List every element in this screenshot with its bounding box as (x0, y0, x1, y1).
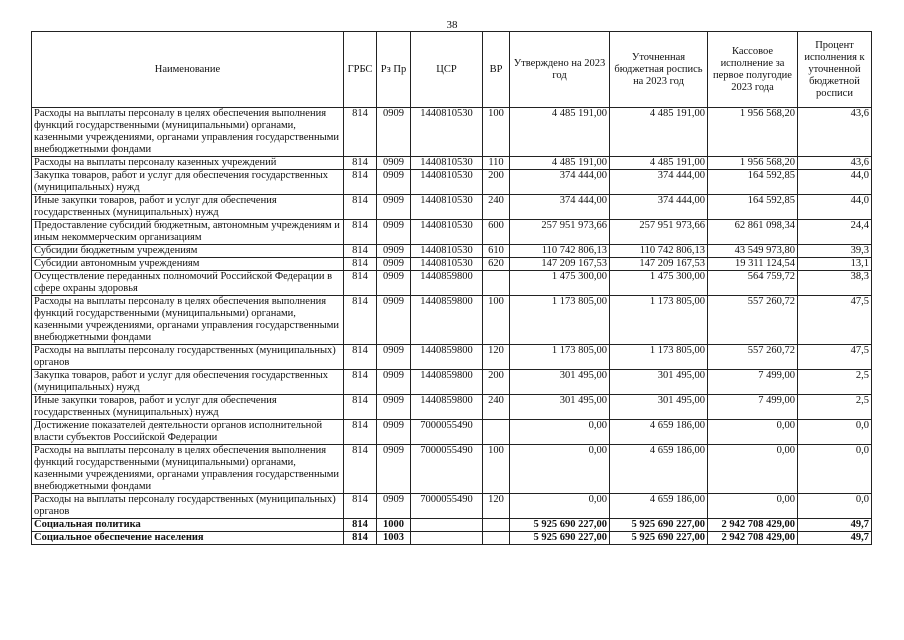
header-csr: ЦСР (411, 32, 483, 108)
cell-rzpr: 1000 (377, 519, 411, 532)
cell-csr: 1440859800 (411, 345, 483, 370)
cell-refined: 4 485 191,00 (610, 157, 708, 170)
cell-csr: 1440859800 (411, 370, 483, 395)
cell-rzpr: 0909 (377, 345, 411, 370)
cell-percent: 44,0 (798, 195, 872, 220)
cell-name: Социальная политика (32, 519, 344, 532)
cell-vr: 240 (483, 195, 510, 220)
header-name: Наименование (32, 32, 344, 108)
cell-vr: 100 (483, 108, 510, 157)
cell-rzpr: 0909 (377, 245, 411, 258)
cell-refined: 257 951 973,66 (610, 220, 708, 245)
cell-vr: 100 (483, 296, 510, 345)
cell-vr: 120 (483, 494, 510, 519)
cell-executed: 164 592,85 (708, 195, 798, 220)
cell-rzpr: 0909 (377, 258, 411, 271)
cell-executed: 62 861 098,34 (708, 220, 798, 245)
cell-executed: 7 499,00 (708, 395, 798, 420)
cell-percent: 49,7 (798, 519, 872, 532)
cell-grbs: 814 (344, 519, 377, 532)
cell-rzpr: 0909 (377, 395, 411, 420)
cell-refined: 374 444,00 (610, 170, 708, 195)
cell-percent: 47,5 (798, 345, 872, 370)
table-row (32, 345, 872, 370)
cell-percent: 44,0 (798, 170, 872, 195)
cell-executed: 0,00 (708, 420, 798, 445)
cell-grbs: 814 (344, 445, 377, 494)
table-row (32, 108, 872, 157)
cell-name: Расходы на выплаты персоналу государственных (муниципальных) органов (32, 345, 344, 370)
cell-name: Иные закупки товаров, работ и услуг для обеспечения государственных (муниципальных) нужд (32, 195, 344, 220)
cell-grbs: 814 (344, 170, 377, 195)
table-row (32, 271, 872, 296)
cell-vr (483, 532, 510, 545)
cell-grbs: 814 (344, 345, 377, 370)
table-row (32, 420, 872, 445)
cell-refined: 4 659 186,00 (610, 494, 708, 519)
cell-vr: 600 (483, 220, 510, 245)
cell-executed: 43 549 973,80 (708, 245, 798, 258)
cell-vr (483, 519, 510, 532)
cell-percent: 2,5 (798, 370, 872, 395)
cell-approved: 301 495,00 (510, 370, 610, 395)
cell-approved: 4 485 191,00 (510, 157, 610, 170)
header-percent: Процент исполнения к уточненной бюджетной росписи (798, 32, 872, 108)
table-row (32, 258, 872, 271)
cell-percent: 13,1 (798, 258, 872, 271)
cell-vr (483, 271, 510, 296)
cell-rzpr: 1003 (377, 532, 411, 545)
table-row (32, 494, 872, 519)
cell-approved: 301 495,00 (510, 395, 610, 420)
cell-name: Расходы на выплаты персоналу казенных учреждений (32, 157, 344, 170)
cell-rzpr: 0909 (377, 195, 411, 220)
cell-approved: 0,00 (510, 494, 610, 519)
cell-name: Иные закупки товаров, работ и услуг для обеспечения государственных (муниципальных) нужд (32, 395, 344, 420)
cell-executed: 557 260,72 (708, 345, 798, 370)
cell-csr: 1440810530 (411, 108, 483, 157)
cell-refined: 5 925 690 227,00 (610, 519, 708, 532)
cell-percent: 38,3 (798, 271, 872, 296)
cell-name: Осуществление переданных полномочий Российской Федерации в сфере охраны здоровья (32, 271, 344, 296)
cell-grbs: 814 (344, 532, 377, 545)
table-row (32, 157, 872, 170)
cell-percent: 39,3 (798, 245, 872, 258)
cell-approved: 110 742 806,13 (510, 245, 610, 258)
cell-approved: 1 173 805,00 (510, 296, 610, 345)
header-refined: Уточненная бюджетная роспись на 2023 год (610, 32, 708, 108)
table-header-row (32, 32, 872, 108)
cell-rzpr: 0909 (377, 108, 411, 157)
cell-percent: 2,5 (798, 395, 872, 420)
cell-csr: 1440810530 (411, 258, 483, 271)
cell-vr: 240 (483, 395, 510, 420)
cell-grbs: 814 (344, 245, 377, 258)
cell-refined: 374 444,00 (610, 195, 708, 220)
cell-name: Расходы на выплаты персоналу государственных (муниципальных) органов (32, 494, 344, 519)
cell-name: Достижение показателей деятельности органов исполнительной власти субъектов Российской Федерации (32, 420, 344, 445)
cell-csr (411, 519, 483, 532)
cell-grbs: 814 (344, 108, 377, 157)
cell-executed: 7 499,00 (708, 370, 798, 395)
cell-csr: 1440810530 (411, 195, 483, 220)
cell-executed: 2 942 708 429,00 (708, 532, 798, 545)
table-row (32, 220, 872, 245)
table-row (32, 519, 872, 532)
table-row (32, 370, 872, 395)
cell-csr: 7000055490 (411, 445, 483, 494)
table-row (32, 532, 872, 545)
cell-grbs: 814 (344, 494, 377, 519)
cell-executed: 164 592,85 (708, 170, 798, 195)
cell-name: Закупка товаров, работ и услуг для обеспечения государственных (муниципальных) нужд (32, 370, 344, 395)
table-row (32, 445, 872, 494)
cell-grbs: 814 (344, 395, 377, 420)
cell-csr: 7000055490 (411, 494, 483, 519)
cell-approved: 1 475 300,00 (510, 271, 610, 296)
cell-csr: 7000055490 (411, 420, 483, 445)
cell-executed: 1 956 568,20 (708, 157, 798, 170)
cell-refined: 1 475 300,00 (610, 271, 708, 296)
cell-grbs: 814 (344, 296, 377, 345)
cell-approved: 0,00 (510, 420, 610, 445)
cell-grbs: 814 (344, 220, 377, 245)
cell-percent: 0,0 (798, 494, 872, 519)
cell-percent: 0,0 (798, 445, 872, 494)
cell-grbs: 814 (344, 157, 377, 170)
cell-rzpr: 0909 (377, 494, 411, 519)
budget-table (31, 31, 872, 545)
cell-rzpr: 0909 (377, 296, 411, 345)
header-vr: ВР (483, 32, 510, 108)
cell-refined: 301 495,00 (610, 370, 708, 395)
cell-refined: 1 173 805,00 (610, 345, 708, 370)
header-approved: Утверждено на 2023 год (510, 32, 610, 108)
cell-grbs: 814 (344, 195, 377, 220)
table-row (32, 296, 872, 345)
cell-vr (483, 420, 510, 445)
cell-approved: 374 444,00 (510, 170, 610, 195)
cell-percent: 24,4 (798, 220, 872, 245)
header-executed: Кассовое исполнение за первое полугодие 2023 года (708, 32, 798, 108)
cell-csr: 1440810530 (411, 220, 483, 245)
cell-rzpr: 0909 (377, 170, 411, 195)
cell-approved: 4 485 191,00 (510, 108, 610, 157)
cell-rzpr: 0909 (377, 220, 411, 245)
cell-approved: 5 925 690 227,00 (510, 532, 610, 545)
cell-vr: 610 (483, 245, 510, 258)
cell-rzpr: 0909 (377, 445, 411, 494)
cell-vr: 620 (483, 258, 510, 271)
cell-name: Субсидии бюджетным учреждениям (32, 245, 344, 258)
cell-csr: 1440859800 (411, 296, 483, 345)
cell-approved: 374 444,00 (510, 195, 610, 220)
cell-vr: 200 (483, 170, 510, 195)
cell-refined: 5 925 690 227,00 (610, 532, 708, 545)
cell-name: Расходы на выплаты персоналу в целях обеспечения выполнения функций государственными (муниципальными) органами, казенными учреждениями, органами управления государственными внебюджетными фондами (32, 108, 344, 157)
table-row (32, 170, 872, 195)
cell-executed: 1 956 568,20 (708, 108, 798, 157)
cell-name: Расходы на выплаты персоналу в целях обеспечения выполнения функций государственными (муниципальными) органами, казенными учреждениями, органами управления государственными внебюджетными фондами (32, 445, 344, 494)
cell-executed: 19 311 124,54 (708, 258, 798, 271)
cell-rzpr: 0909 (377, 157, 411, 170)
cell-executed: 0,00 (708, 494, 798, 519)
cell-executed: 557 260,72 (708, 296, 798, 345)
table-row (32, 245, 872, 258)
table-row (32, 195, 872, 220)
table-body (32, 108, 872, 545)
cell-name: Социальное обеспечение населения (32, 532, 344, 545)
cell-grbs: 814 (344, 370, 377, 395)
cell-refined: 1 173 805,00 (610, 296, 708, 345)
cell-approved: 0,00 (510, 445, 610, 494)
page-number: 38 (446, 19, 458, 31)
table-row (32, 395, 872, 420)
cell-refined: 301 495,00 (610, 395, 708, 420)
cell-approved: 147 209 167,53 (510, 258, 610, 271)
cell-csr: 1440810530 (411, 157, 483, 170)
cell-percent: 43,6 (798, 157, 872, 170)
cell-vr: 120 (483, 345, 510, 370)
cell-executed: 2 942 708 429,00 (708, 519, 798, 532)
cell-refined: 4 659 186,00 (610, 445, 708, 494)
cell-name: Расходы на выплаты персоналу в целях обеспечения выполнения функций государственными (муниципальными) органами, казенными учреждениями, органами управления государственными внебюджетными фондами (32, 296, 344, 345)
cell-approved: 5 925 690 227,00 (510, 519, 610, 532)
cell-percent: 43,6 (798, 108, 872, 157)
cell-executed: 564 759,72 (708, 271, 798, 296)
cell-csr (411, 532, 483, 545)
cell-executed: 0,00 (708, 445, 798, 494)
cell-vr: 200 (483, 370, 510, 395)
header-grbs: ГРБС (344, 32, 377, 108)
cell-grbs: 814 (344, 420, 377, 445)
cell-rzpr: 0909 (377, 271, 411, 296)
cell-refined: 4 485 191,00 (610, 108, 708, 157)
cell-name: Субсидии автономным учреждениям (32, 258, 344, 271)
cell-vr: 100 (483, 445, 510, 494)
cell-vr: 110 (483, 157, 510, 170)
cell-name: Закупка товаров, работ и услуг для обеспечения государственных (муниципальных) нужд (32, 170, 344, 195)
cell-percent: 49,7 (798, 532, 872, 545)
cell-csr: 1440859800 (411, 395, 483, 420)
cell-approved: 1 173 805,00 (510, 345, 610, 370)
cell-grbs: 814 (344, 271, 377, 296)
cell-name: Предоставление субсидий бюджетным, автономным учреждениям и иным некоммерческим организациям (32, 220, 344, 245)
cell-percent: 0,0 (798, 420, 872, 445)
header-rzpr: Рз Пр (377, 32, 411, 108)
cell-grbs: 814 (344, 258, 377, 271)
cell-rzpr: 0909 (377, 420, 411, 445)
cell-csr: 1440859800 (411, 271, 483, 296)
cell-approved: 257 951 973,66 (510, 220, 610, 245)
cell-refined: 147 209 167,53 (610, 258, 708, 271)
cell-refined: 110 742 806,13 (610, 245, 708, 258)
cell-refined: 4 659 186,00 (610, 420, 708, 445)
cell-rzpr: 0909 (377, 370, 411, 395)
cell-csr: 1440810530 (411, 170, 483, 195)
cell-percent: 47,5 (798, 296, 872, 345)
cell-csr: 1440810530 (411, 245, 483, 258)
